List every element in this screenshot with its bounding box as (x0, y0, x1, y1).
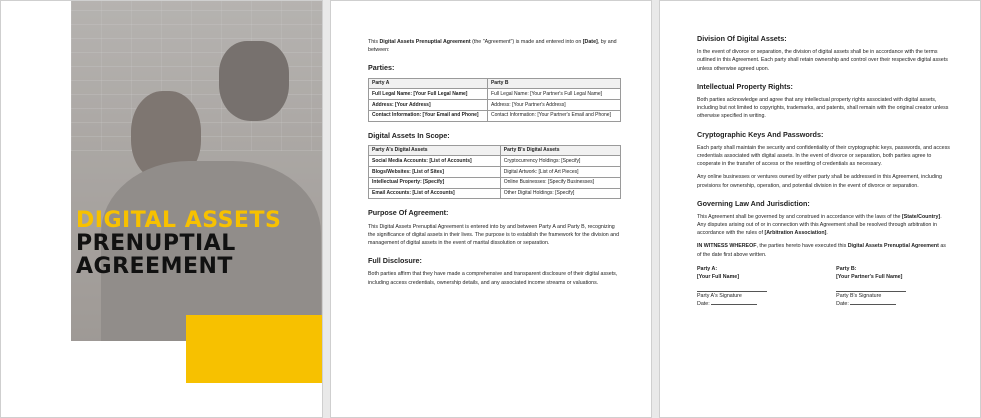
sig-date (836, 300, 950, 308)
table-row (369, 167, 621, 178)
signature-party-a (697, 265, 811, 309)
date-line[interactable] (850, 304, 896, 305)
date-line[interactable] (711, 304, 757, 305)
photo-overlay (71, 1, 323, 341)
table-header-row (369, 145, 621, 156)
law-paragraph (697, 213, 950, 238)
table-cell: Intellectual Property: [Specify] (369, 177, 501, 188)
cover-title-line2: PRENUPTIAL (76, 231, 236, 257)
association-placeholder: [Arbitration Association] (764, 230, 827, 237)
text-run: IN WITNESS WHEREOF (697, 243, 757, 250)
parties-heading: Parties: (368, 63, 395, 73)
witness-paragraph (697, 242, 950, 258)
business-paragraph: Any online businesses or ventures owned by either party shall be addressed in this Agreement, including provisions for ownership, operation, and potential division in the event of divorce or separation. (697, 174, 942, 189)
sig-party-label: Party A: (697, 265, 718, 272)
table-cell: Digital Artwork: [List of Art Pieces] (500, 167, 620, 178)
disclosure-paragraph: Both parties affirm that they have made a comprehensive and transparent disclosure of their digital assets, including access credentials, ownership details, and any associated income streams or valuations. (368, 271, 618, 286)
text-run: Digital Assets Prenuptial Agreement (847, 243, 939, 250)
table-row (369, 110, 621, 121)
division-paragraph: In the event of divorce or separation, the division of digital assets shall be in accordance with the terms outlined in this Agreement. Each party shall retain ownership and control over their respective digital assets unless otherwise agreed upon. (697, 49, 948, 72)
table-header-row (369, 78, 621, 89)
agreement-page-1 (330, 0, 652, 418)
table-cell: Other Digital Holdings: [Specify] (500, 188, 620, 199)
table-cell: Social Media Accounts: [List of Accounts] (369, 156, 501, 167)
text-run: , by and between: (368, 39, 617, 54)
date-label: Date: (836, 301, 851, 308)
sig-label: Party B's Signature (836, 293, 882, 300)
intro-paragraph (368, 38, 621, 54)
parties-table (368, 78, 621, 122)
sig-label: Party A's Signature (697, 293, 742, 300)
state-placeholder: [State/Country] (901, 213, 941, 220)
table-header: Party B (487, 78, 620, 89)
text-run: (the "Agreement") is made and entered into on (470, 39, 583, 45)
table-row (369, 100, 621, 111)
table-cell: Contact Information: [Your Partner's Email and Phone] (487, 110, 620, 121)
date-label: Date: (697, 301, 712, 308)
sig-party-label: Party B: (836, 265, 857, 272)
table-row (369, 177, 621, 188)
table-row (369, 156, 621, 167)
table-row (369, 188, 621, 199)
purpose-paragraph: This Digital Assets Prenuptial Agreement is entered into by and between Party A and Party B, recognizing the significance of digital assets in their lives. The purpose is to establish the framework for the division and management of digital assets in the event of marital dissolution or separation. (368, 223, 620, 247)
text-run: This (368, 39, 380, 45)
date-placeholder: [Date] (582, 39, 598, 45)
division-heading: Division Of Digital Assets: (697, 34, 787, 43)
table-cell: Cryptocurrency Holdings: [Specify] (500, 156, 620, 167)
table-cell: Online Businesses: [Specify Businesses] (500, 177, 620, 188)
agreement-page-2 (659, 0, 981, 418)
law-heading: Governing Law And Jurisdiction: (697, 198, 810, 208)
page-content (697, 33, 950, 309)
table-cell: Contact Information: [Your Email and Phone] (369, 110, 488, 121)
cover-page (0, 0, 323, 418)
sig-party-name: [Your Full Name] (697, 274, 739, 281)
cover-title (76, 209, 316, 278)
table-cell: Email Accounts: [List of Accounts] (369, 188, 501, 199)
keys-paragraph: Each party shall maintain the security and confidentiality of their cryptographic keys, passwords, and access credentials associated with digital assets. In the event of divorce or separation, both parties agree to cooperate in the transfer of access or the resetting of credentials as necessary. (697, 144, 950, 168)
table-cell: Full Legal Name: [Your Full Legal Name] (369, 89, 488, 100)
table-cell: Address: [Your Partner's Address] (487, 100, 620, 111)
cover-title-line1: DIGITAL ASSETS (76, 208, 282, 233)
table-cell: Address: [Your Address] (369, 100, 488, 111)
table-cell: Blogs/Websites: [List of Sites] (369, 167, 501, 178)
signature-party-b (836, 265, 950, 309)
table-row (369, 89, 621, 100)
scope-table (368, 145, 621, 200)
text-run: This Agreement shall be governed by and construed in accordance with the laws of the (697, 213, 902, 220)
sig-date (697, 300, 811, 308)
table-header: Party A (369, 78, 488, 89)
accent-block (186, 315, 323, 383)
text-run: . Any disputes arising out of or in connection with this Agreement shall be resolved through arbitration in accordance with the rules of (697, 213, 942, 237)
scope-heading: Digital Assets In Scope: (368, 130, 450, 140)
text-run: , the parties hereto have executed this (756, 243, 848, 250)
table-header: Party A's Digital Assets (369, 145, 501, 156)
signature-block (697, 265, 950, 309)
cover-photo (71, 1, 323, 341)
ip-paragraph: Both parties acknowledge and agree that any intellectual property rights associated with digital assets, including but not limited to copyrights, trademarks, and patents, shall remain with the original creator unless otherwise specified in writing. (697, 96, 949, 120)
text-run: . (826, 230, 828, 237)
table-cell: Full Legal Name: [Your Partner's Full Legal Name] (487, 89, 620, 100)
sig-party-name: [Your Partner's Full Name] (836, 274, 903, 281)
page-content (368, 38, 621, 292)
ip-heading: Intellectual Property Rights: (697, 81, 793, 91)
purpose-heading: Purpose Of Agreement: (368, 208, 449, 218)
disclosure-heading: Full Disclosure: (368, 256, 422, 266)
keys-heading: Cryptographic Keys And Passwords: (697, 129, 824, 139)
table-header: Party B's Digital Assets (500, 145, 620, 156)
text-run: Digital Assets Prenuptial Agreement (379, 39, 471, 45)
text-run: as of the date first above written. (697, 243, 946, 258)
cover-title-line3: AGREEMENT (76, 254, 233, 280)
